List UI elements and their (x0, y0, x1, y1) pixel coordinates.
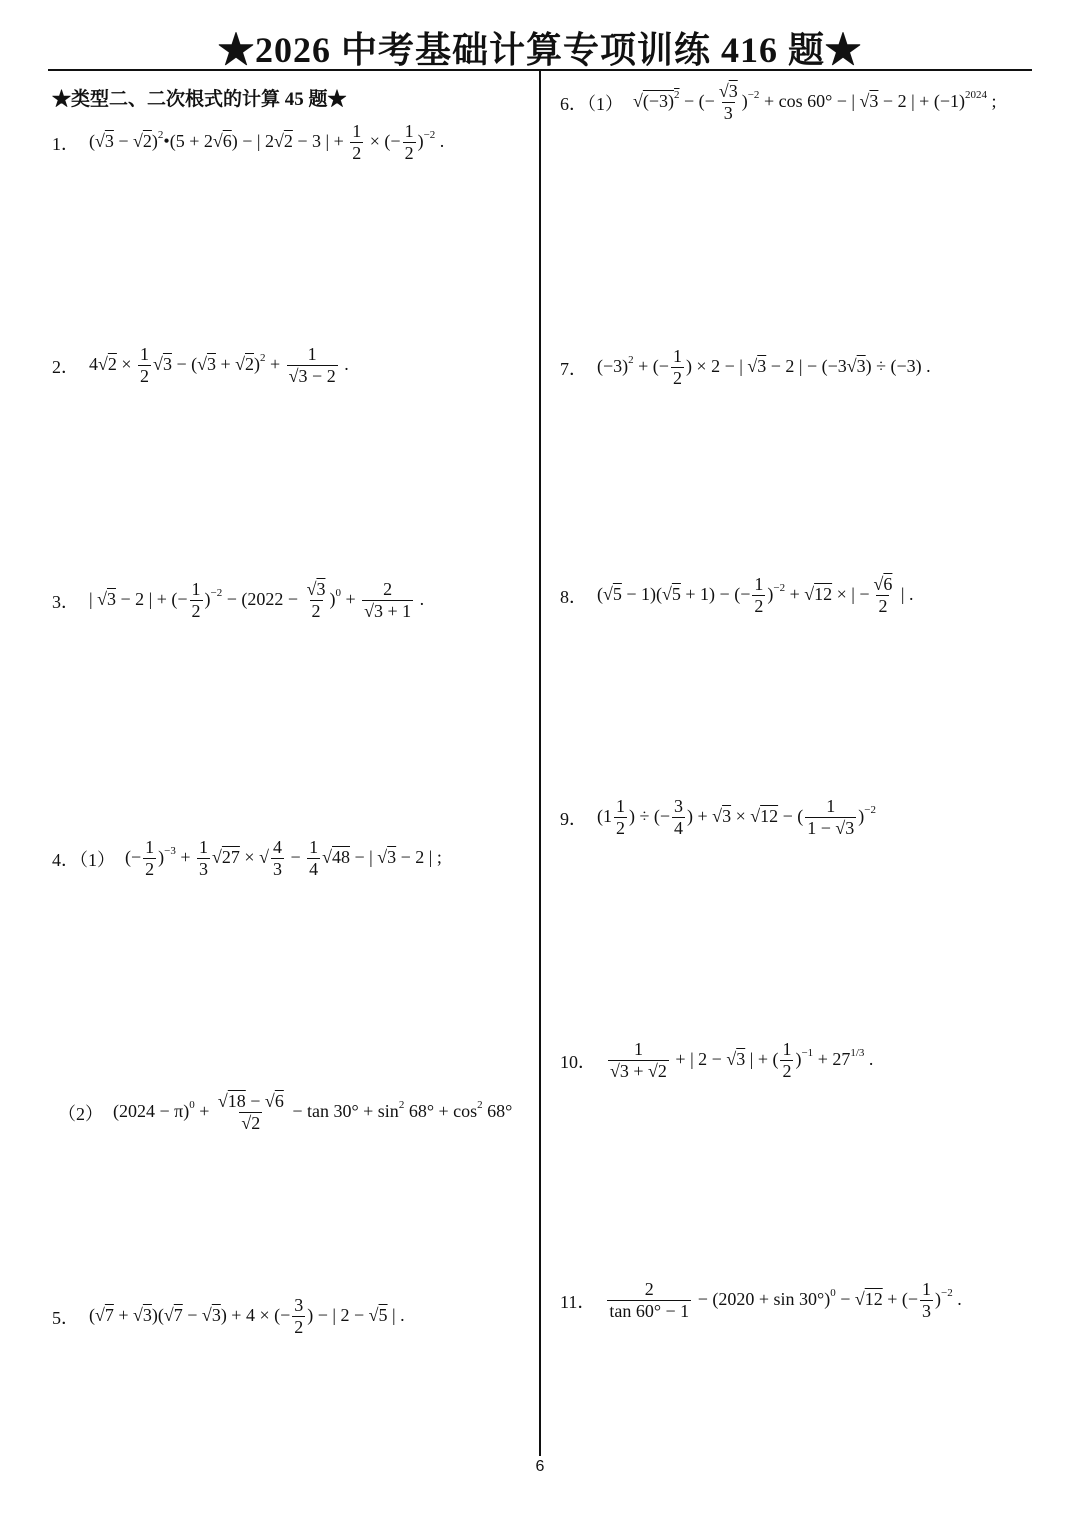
problem-number: 3． (52, 591, 79, 612)
problem-7 (560, 347, 931, 388)
problem-2 (52, 345, 349, 386)
math-expression: $\frac{2}{\tan 60^\circ - 1}$ − $(2020 + \sin 30^\circ)^0 - √12$ + (− $\frac{1}{3}$ )$^{-2}$ . (609, 1279, 962, 1321)
math-expression: $√(-3)^2$ − (− $\frac{√3}{3}$ )$^{-2}$ + cos 60° − | √3 − 2 | + $(-1)^{2024}$ ; (633, 81, 997, 123)
math-expression: $(√3 - √2)^2•(5 + 2√6)$ − | 2√2 − 3 | + $\frac{1}{2}$ × (− $\frac{1}{2}$ )$^{-2}$ . (89, 121, 445, 163)
page-number: 6 (535, 1458, 545, 1475)
page-title: ★2026 中考基础计算专项训练 416 题★ (217, 30, 862, 70)
problem-9 (560, 797, 876, 838)
section-heading: ★类型二、二次根式的计算 45 题★ (52, 89, 347, 110)
problem-1 (52, 122, 444, 163)
problem-10 (560, 1040, 873, 1081)
problem-number: 5． (52, 1307, 79, 1328)
problem-number: 8． (560, 586, 587, 607)
problem-number: （2） (58, 1103, 103, 1124)
problem-number: 9． (560, 808, 587, 829)
problem-3 (52, 580, 424, 621)
math-expression: 4√2 × $\frac{1}{2}$ $√3 - (√3 + √2)^2$ + $\frac{1}{√3 - 2}$ . (89, 344, 349, 386)
problem-number: 4．（1） (52, 849, 115, 870)
math-expression: (√5 − 1)(√5 + 1) − (− $\frac{1}{2}$ )$^{-2}$ + √12 × | − $\frac{√6}{2}$ | . (597, 574, 914, 616)
problem-number: 2． (52, 356, 79, 377)
math-expression: | √3 − 2 | + (− $\frac{1}{2}$ )$^{-2}$ − (2022 − $\frac{√3}{2}$ )$^0$ + $\frac{2}{√3 + 1}$ . (89, 579, 425, 621)
problem-5 (52, 1296, 405, 1337)
problem-number: 10． (560, 1051, 596, 1072)
problem-4-1 (52, 838, 442, 879)
problem-8 (560, 575, 914, 616)
problem-number: 11． (560, 1291, 596, 1312)
problem-4-2 (58, 1092, 512, 1133)
math-expression: $(-3)^2$ + (− $\frac{1}{2}$ ) × 2 − | √3 − 2 | − (−3√3) ÷ (−3) . (597, 346, 931, 388)
math-expression: $\frac{1}{√3 + √2}$ + | 2 − √3 | + ( $\frac{1}{2}$ )$^{-1} + 27^{1/3}$ . (610, 1039, 874, 1081)
math-expression: $(2024 - \pi)^0$ + $\frac{√18 - √6}{√2}$ − $\tan 30^\circ + \sin^2 68^\circ + \cos^2 68^\circ$ (113, 1091, 513, 1133)
column-divider (539, 71, 541, 1456)
math-expression: (1 $\frac{1}{2}$ ) ÷ (− $\frac{3}{4}$ ) + √3 × √12 − ( $\frac{1}{1 - √3}$ )$^{-2}$ (597, 796, 876, 838)
math-expression: (√7 + √3)(√7 − √3) + 4 × (− $\frac{3}{2}$ ) − | 2 − √5 | . (89, 1295, 405, 1337)
problem-number: 6．（1） (560, 93, 623, 114)
math-expression: (− $\frac{1}{2}$ )$^{-3}$ + $\frac{1}{3}$ √27 × √ $\frac{4}{3}$ − $\frac{1}{4}$ √48 − | √3 − 2 | ; (125, 837, 442, 879)
problem-11 (560, 1280, 962, 1321)
problem-number: 7． (560, 358, 587, 379)
problem-number: 1． (52, 133, 79, 154)
problem-6-1 (560, 82, 996, 123)
